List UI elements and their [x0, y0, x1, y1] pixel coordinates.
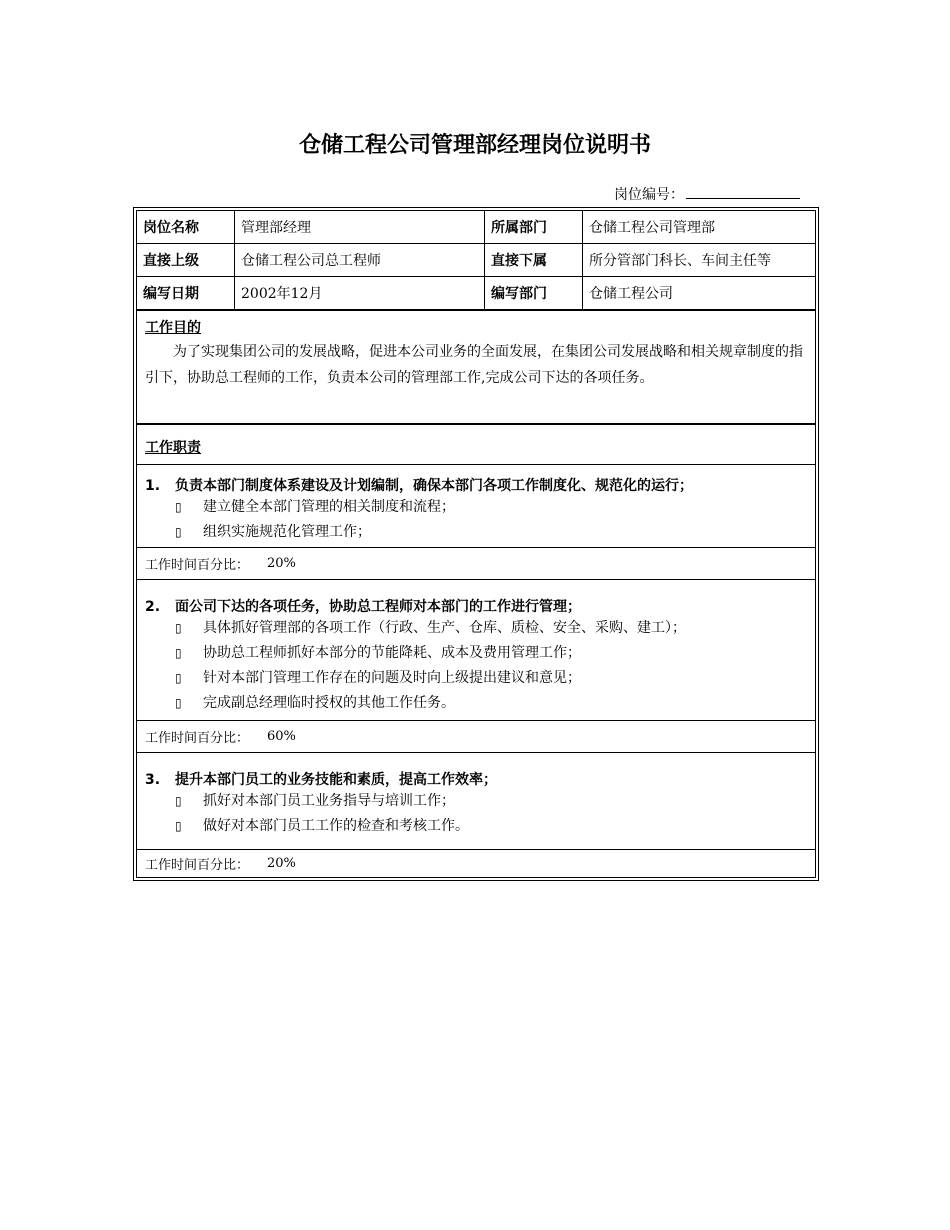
bullet-icon: ▯: [175, 621, 182, 635]
list-item: ▯ 抓好对本部门员工业务指导与培训工作；: [145, 789, 807, 814]
duties-heading-row: [137, 425, 815, 465]
duty-title: 1. 负责本部门制度体系建设及计划编制，确保本部门各项工作制度化、规范化的运行；: [145, 478, 693, 494]
list-item: ▯ 具体抓好管理部的各项工作（行政、生产、仓库、质检、安全、采购、建工）；: [145, 616, 807, 641]
bullet-icon: ▯: [175, 646, 182, 660]
post-code-blank: [686, 184, 800, 199]
bullet-icon: ▯: [175, 500, 182, 514]
duty-title: 2. 面公司下达的各项任务，协助总工程师对本部门的工作进行管理；: [145, 599, 581, 615]
list-item: ▯ 协助总工程师抓好本部分的节能降耗、成本及费用管理工作；: [145, 641, 807, 666]
bullet-icon: ▯: [175, 525, 182, 539]
duty-2: [137, 580, 815, 720]
duty-1: [137, 465, 815, 547]
list-item: ▯ 针对本部门管理工作存在的问题及时向上级提出建议和意见；: [145, 666, 807, 691]
post-code: [614, 184, 800, 204]
subordinate-label: 直接下属: [485, 244, 583, 276]
superior-label: 直接上级: [137, 244, 235, 276]
bullet-icon: ▯: [175, 671, 182, 685]
bullet-icon: ▯: [175, 696, 182, 710]
duty-2-percentage: 工作时间百分比： 60%: [137, 720, 815, 753]
job-description-table: [133, 207, 819, 881]
list-item: ▯ 做好对本部门员工工作的检查和考核工作。: [145, 814, 807, 839]
department-value: 仓储工程公司管理部: [589, 220, 715, 236]
post-name-label: 岗位名称: [137, 211, 235, 243]
date-value: 2002年12月: [235, 277, 485, 309]
purpose-section: [137, 311, 815, 425]
duty-title: 3. 提升本部门员工的业务技能和素质，提高工作效率；: [145, 772, 497, 788]
department-label: 所属部门: [485, 211, 583, 243]
info-row-2: [137, 244, 815, 277]
list-item: ▯ 建立健全本部门管理的相关制度和流程；: [145, 495, 807, 520]
purpose-text: 为了实现集团公司的发展战略，促进本公司业务的全面发展，在集团公司发展战略和相关规章制度的指引下，协助总工程师的工作，负责本公司的管理部工作,完成公司下达的各项任务。: [145, 344, 803, 386]
subordinate-value: 所分管部门科长、车间主任等: [589, 253, 771, 269]
duty-1-percentage: 工作时间百分比： 20%: [137, 547, 815, 580]
purpose-heading: 工作目的: [145, 320, 201, 336]
list-item: ▯ 组织实施规范化管理工作；: [145, 520, 807, 545]
list-item: ▯ 完成副总经理临时授权的其他工作任务。: [145, 691, 807, 716]
author-dept-value: 仓储工程公司: [589, 286, 673, 302]
bullet-icon: ▯: [175, 794, 182, 808]
duties-heading: 工作职责: [145, 440, 201, 456]
superior-value: 仓储工程公司总工程师: [235, 244, 485, 276]
post-name-value: 管理部经理: [235, 211, 485, 243]
duty-3-percentage: 工作时间百分比： 20%: [137, 849, 815, 877]
date-label: 编写日期: [137, 277, 235, 309]
page-title: 仓储工程公司管理部经理岗位说明书: [298, 133, 651, 158]
info-row-3: [137, 277, 815, 311]
author-dept-label: 编写部门: [485, 277, 583, 309]
duty-3: [137, 753, 815, 849]
info-row-1: [137, 211, 815, 244]
bullet-icon: ▯: [175, 819, 182, 833]
post-code-label: 岗位编号：: [614, 187, 684, 203]
